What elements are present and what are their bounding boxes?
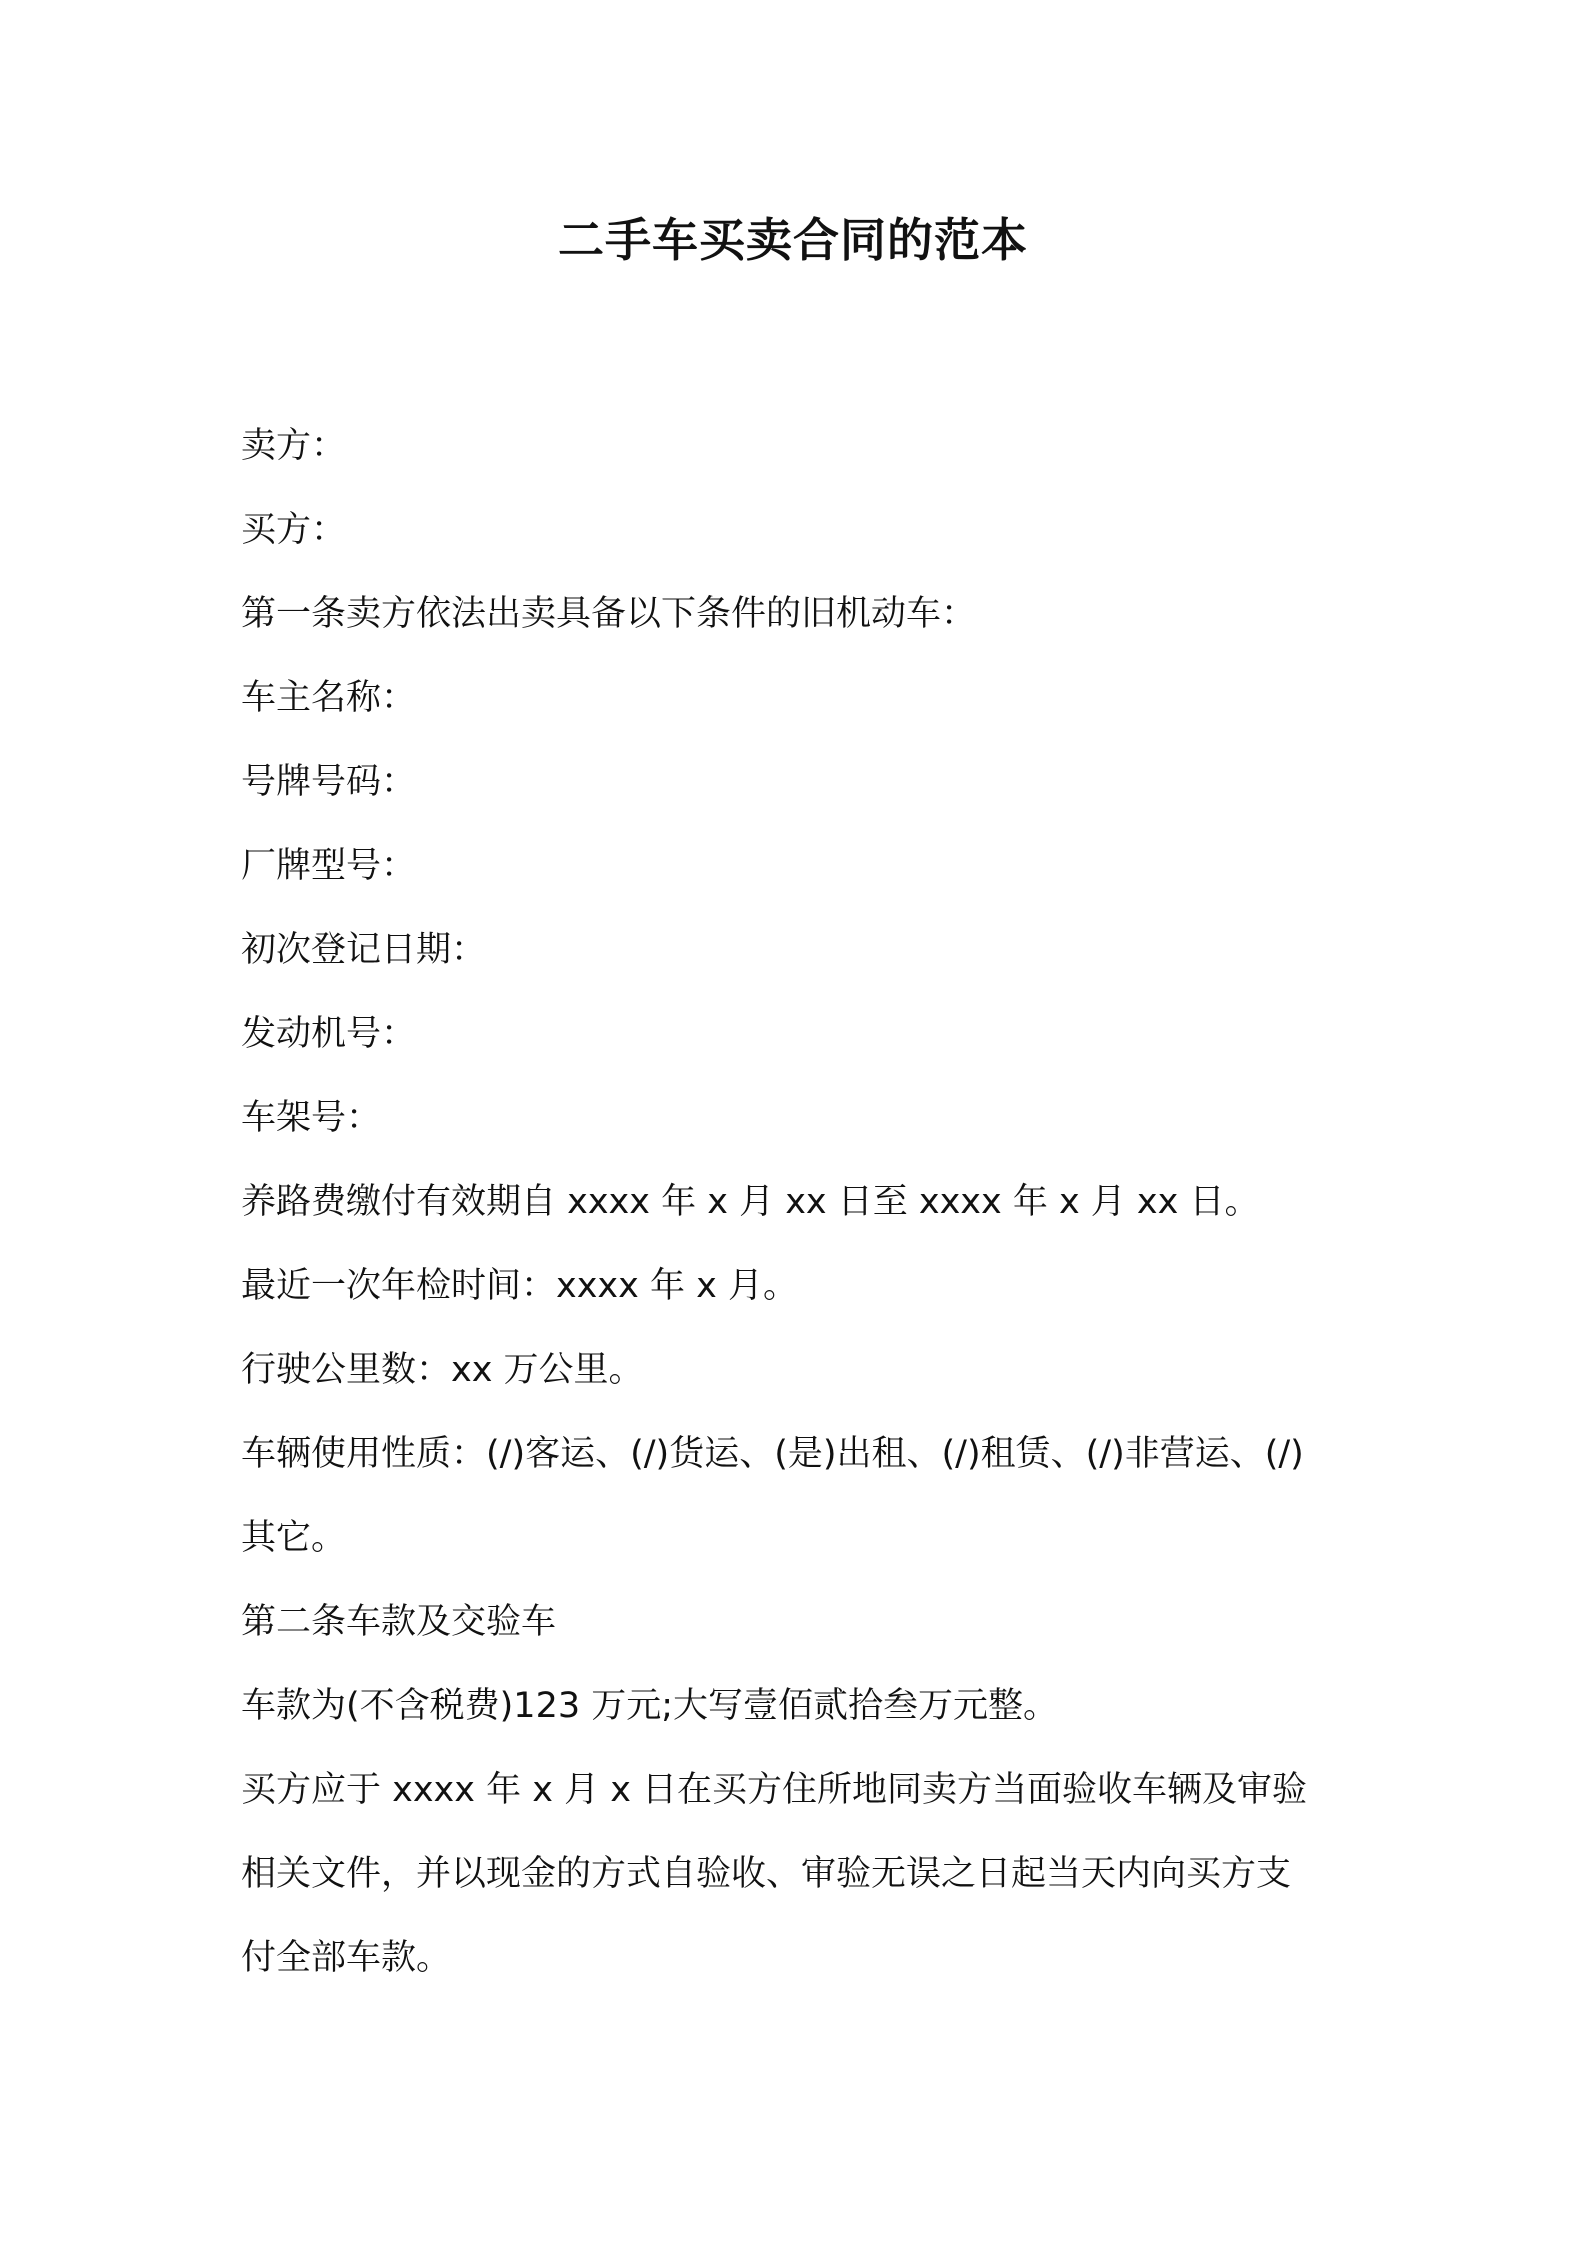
text-line-inspection-3: 付全部车款。 <box>241 1938 452 1978</box>
text-line-inspection-1: 买方应于 xxxx 年 x 月 x 日在买方住所地同卖方当面验收车辆及审验 <box>241 1770 1308 1810</box>
document-title: 二手车买卖合同的范本 <box>558 213 1028 267</box>
text-line-annual-inspection: 最近一次年检时间：xxxx 年 x 月。 <box>241 1266 798 1306</box>
text-line-mileage: 行驶公里数：xx 万公里。 <box>241 1350 644 1390</box>
text-line-owner-name: 车主名称： <box>241 678 417 718</box>
text-line-plate-number: 号牌号码： <box>241 762 417 802</box>
text-line-frame-number: 车架号： <box>241 1098 382 1138</box>
text-line-price: 车款为(不含税费)123 万元;大写壹佰贰拾叁万元整。 <box>241 1686 1059 1726</box>
text-line-brand-model: 厂牌型号： <box>241 846 417 886</box>
text-line-usage-type-cont: 其它。 <box>241 1518 347 1558</box>
text-line-inspection-2: 相关文件，并以现金的方式自验收、审验无误之日起当天内向买方支 <box>241 1854 1292 1894</box>
text-line-article-one: 第一条卖方依法出卖具备以下条件的旧机动车： <box>241 594 977 634</box>
text-line-seller: 卖方： <box>241 426 347 466</box>
text-line-buyer: 买方： <box>241 510 347 550</box>
text-line-first-registration: 初次登记日期： <box>241 930 487 970</box>
text-line-article-two: 第二条车款及交验车 <box>241 1602 557 1642</box>
document-body <box>241 404 1361 2000</box>
text-line-usage-type: 车辆使用性质：(/)客运、(/)货运、(是)出租、(/)租赁、(/)非营运、(/) <box>241 1434 1304 1474</box>
text-line-road-fee: 养路费缴付有效期自 xxxx 年 x 月 xx 日至 xxxx 年 x 月 xx 日。 <box>241 1182 1260 1222</box>
text-line-engine-number: 发动机号： <box>241 1014 417 1054</box>
